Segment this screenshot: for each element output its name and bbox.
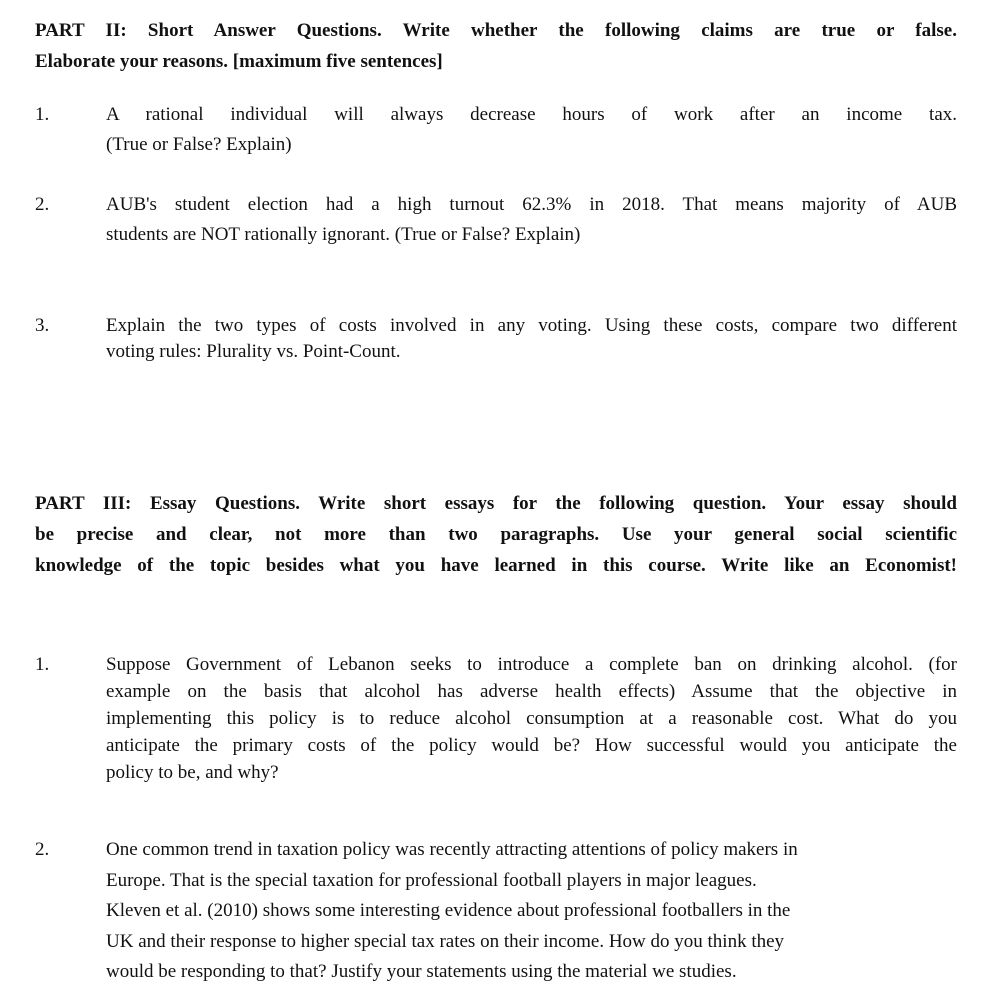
question-line: (True or False? Explain) [106, 134, 292, 155]
question-line: Suppose Government of Lebanon seeks to introduce a complete ban on drinking alcohol. (for [106, 654, 957, 675]
question-line: UK and their response to higher special tax rates on their income. How do you think they [106, 930, 785, 952]
question-line: example on the basis that alcohol has adverse health effects) Assume that the objective in [106, 681, 957, 702]
question-number: 1. [35, 654, 50, 675]
question-line: Explain the two types of costs involved in any voting. Using these costs, compare two different [106, 315, 957, 336]
question-number: 2. [35, 839, 50, 860]
question-line: students are NOT rationally ignorant. (True or False? Explain) [106, 224, 581, 245]
question-line: would be responding to that? Justify your statements using the material we studies. [106, 961, 737, 982]
heading-line: PART III: Essay Questions. Write short essays for the following question. Your essay should [35, 493, 957, 514]
heading-line: PART II: Short Answer Questions. Write whether the following claims are true or false. [35, 20, 957, 41]
question-line: AUB's student election had a high turnout 62.3% in 2018. That means majority of AUB [106, 194, 957, 215]
heading-line: knowledge of the topic besides what you have learned in this course. Write like an Economist! [35, 555, 957, 576]
question-line: Kleven et al. (2010) shows some interesting evidence about professional footballers in the [106, 900, 791, 921]
question-number: 3. [35, 315, 50, 336]
question-line: policy to be, and why? [106, 762, 279, 783]
question-line: A rational individual will always decrease hours of work after an income tax. [106, 104, 957, 125]
question-number: 1. [35, 104, 50, 125]
heading-line: be precise and clear, not more than two paragraphs. Use your general social scientific [35, 524, 957, 545]
part3-heading [35, 488, 957, 581]
question-line: Europe. That is the special taxation for professional football players in major leagues. [106, 869, 757, 891]
question-line: anticipate the primary costs of the policy would be? How successful would you anticipate the [106, 735, 957, 756]
question-number: 2. [35, 194, 50, 215]
part2-heading [35, 15, 957, 77]
question-line: voting rules: Plurality vs. Point-Count. [106, 341, 401, 362]
question-line: implementing this policy is to reduce alcohol consumption at a reasonable cost. What do you [106, 708, 957, 729]
question-line: One common trend in taxation policy was recently attracting attentions of policy makers in [106, 839, 798, 860]
heading-line: Elaborate your reasons. [maximum five sentences] [35, 51, 443, 72]
